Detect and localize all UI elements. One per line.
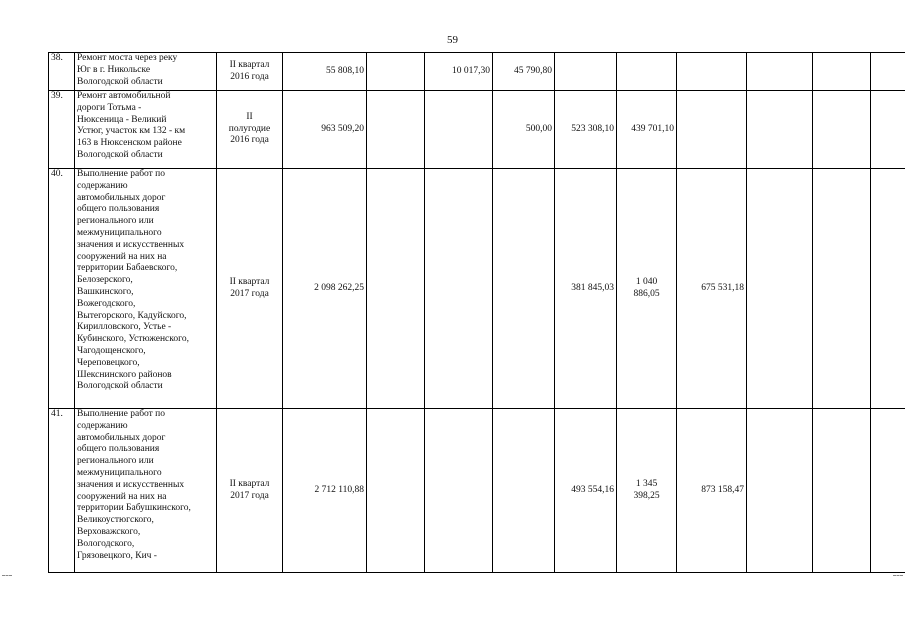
period-text: 2016 года xyxy=(230,135,269,146)
row-number-text: 38. xyxy=(51,53,63,63)
right-edge-mark xyxy=(893,575,903,577)
amount-v5-text: 398,25 xyxy=(633,490,660,501)
work-description-text: значения и искусственных xyxy=(77,479,185,490)
work-description-text: Грязовецкого, Кич - xyxy=(77,550,157,561)
amount-v6-text: 873 158,47 xyxy=(701,484,744,495)
period xyxy=(217,169,283,409)
work-description-text: Чагодощенского, xyxy=(77,345,146,356)
amount-v4 xyxy=(555,91,617,169)
amount-v4-text: 493 554,16 xyxy=(571,484,614,495)
work-description xyxy=(75,91,217,169)
table-row xyxy=(49,169,905,409)
work-description-text: дороги Тотьма - xyxy=(77,102,142,113)
amount-v4-text: 523 308,10 xyxy=(571,123,614,134)
work-description-text: автомобильных дорог xyxy=(77,192,166,203)
amount-v5 xyxy=(617,53,677,91)
amount-v3 xyxy=(493,53,555,91)
amount-v3-text: 45 790,80 xyxy=(514,65,552,76)
total-amount-text: 2 098 262,25 xyxy=(314,282,364,293)
amount-v2-text: 10 017,30 xyxy=(452,65,490,76)
amount-v3 xyxy=(493,91,555,169)
work-description-text: Вологодской области xyxy=(77,76,163,87)
work-description xyxy=(75,409,217,573)
amount-v6 xyxy=(677,53,747,91)
amount-v3 xyxy=(493,169,555,409)
amount-v9 xyxy=(871,53,905,91)
row-number-text: 40. xyxy=(51,169,63,179)
work-description-text: Верховажского, xyxy=(77,526,141,537)
work-description-text: Выполнение работ по xyxy=(77,409,166,419)
period-text: II квартал xyxy=(229,478,270,489)
amount-v5-text: 1 345 xyxy=(635,478,658,489)
left-edge-mark xyxy=(2,575,12,577)
period-text: II квартал xyxy=(229,59,270,70)
amount-v6 xyxy=(677,409,747,573)
amount-v8 xyxy=(813,53,871,91)
work-description-text: Вологодской области xyxy=(77,149,163,160)
work-description-text: сооружений на них на xyxy=(77,251,167,262)
amount-v9 xyxy=(871,169,905,409)
work-description-text: Великоустюгского, xyxy=(77,515,154,526)
work-description-text: значения и искусственных xyxy=(77,239,185,250)
amount-v8 xyxy=(813,169,871,409)
work-description-text: территории Бабушкинского, xyxy=(77,503,191,514)
amount-v8 xyxy=(813,409,871,573)
amount-v5 xyxy=(617,409,677,573)
work-description-text: Ремонт моста через реку xyxy=(77,53,178,63)
period xyxy=(217,53,283,91)
period-text: 2016 года xyxy=(230,71,269,82)
total-amount xyxy=(283,53,367,91)
table-row xyxy=(49,409,905,573)
work-description-text: межмуниципального xyxy=(77,467,162,478)
amount-v6-text: 675 531,18 xyxy=(701,282,744,293)
period xyxy=(217,409,283,573)
amount-v7 xyxy=(747,409,813,573)
amount-v5-text: 1 040 xyxy=(635,276,658,287)
total-amount xyxy=(283,91,367,169)
total-amount-text: 2 712 110,88 xyxy=(314,484,364,495)
period-text: полугодие xyxy=(228,123,271,134)
period-text: II квартал xyxy=(229,276,270,287)
amount-v7 xyxy=(747,91,813,169)
amount-v3-text: 500,00 xyxy=(525,123,552,134)
amount-v5-text: 439 701,10 xyxy=(631,123,674,134)
work-description-text: сооружений на них на xyxy=(77,491,167,502)
work-description-text: Вологодского, xyxy=(77,538,135,549)
work-description-text: 163 в Нюксенском районе xyxy=(77,138,182,149)
amount-v8 xyxy=(813,91,871,169)
amount-v5 xyxy=(617,91,677,169)
total-amount xyxy=(283,409,367,573)
work-description-text: содержанию xyxy=(77,180,128,191)
period-text: 2017 года xyxy=(230,490,269,501)
work-description-text: Череповецкого, xyxy=(77,357,140,368)
work-description-text: Выполнение работ по xyxy=(77,169,166,179)
row-number-text: 39. xyxy=(51,91,63,101)
work-description-text: содержанию xyxy=(77,420,128,431)
amount-v4-text: 381 845,03 xyxy=(571,282,614,293)
work-description-text: территории Бабаевского, xyxy=(77,263,178,274)
row-number-text: 41. xyxy=(51,409,63,419)
amount-v7 xyxy=(747,169,813,409)
amount-v7 xyxy=(747,53,813,91)
table-row xyxy=(49,91,905,169)
work-description-text: Вашкинского, xyxy=(77,286,134,297)
work-description xyxy=(75,169,217,409)
work-description-text: регионального или xyxy=(77,456,154,467)
work-description-text: автомобильных дорог xyxy=(77,432,166,443)
work-description-text: общего пользования xyxy=(77,444,160,455)
work-description-text: Устюг, участок км 132 - км xyxy=(77,126,186,137)
row-number xyxy=(49,53,75,91)
amount-v4 xyxy=(555,169,617,409)
work-description-text: Шекснинского районов xyxy=(77,369,172,380)
work-description-text: Кирилловского, Устье - xyxy=(77,322,172,333)
work-description-text: Нюксеница - Великий xyxy=(77,114,167,125)
period-text: II xyxy=(246,111,253,122)
work-description-text: Вытегорского, Кадуйского, xyxy=(77,310,187,321)
work-description-text: межмуниципального xyxy=(77,227,162,238)
amount-v9 xyxy=(871,409,905,573)
amount-v6 xyxy=(677,91,747,169)
amount-v2 xyxy=(425,91,493,169)
budget-table xyxy=(48,52,905,573)
row-number xyxy=(49,169,75,409)
work-description-text: Вожегодского, xyxy=(77,298,136,309)
work-description-text: регионального или xyxy=(77,216,154,227)
amount-v5 xyxy=(617,169,677,409)
total-amount-text: 55 808,10 xyxy=(326,65,364,76)
amount-v6 xyxy=(677,169,747,409)
amount-v3 xyxy=(493,409,555,573)
work-description-text: Ремонт автомобильной xyxy=(77,91,171,101)
period xyxy=(217,91,283,169)
table-row xyxy=(49,53,905,91)
amount-v9 xyxy=(871,91,905,169)
amount-v2 xyxy=(425,53,493,91)
period-text: 2017 года xyxy=(230,288,269,299)
total-amount-text: 963 509,20 xyxy=(321,123,364,134)
amount-v5-text: 886,05 xyxy=(633,288,660,299)
row-number xyxy=(49,409,75,573)
amount-v2 xyxy=(425,409,493,573)
amount-v2 xyxy=(425,169,493,409)
page-number: 59 xyxy=(447,34,458,46)
total-amount xyxy=(283,169,367,409)
amount-v1 xyxy=(367,91,425,169)
amount-v4 xyxy=(555,409,617,573)
row-number xyxy=(49,91,75,169)
amount-v1 xyxy=(367,409,425,573)
work-description-text: Вологодской области xyxy=(77,381,163,392)
amount-v4 xyxy=(555,53,617,91)
work-description-text: общего пользования xyxy=(77,204,160,215)
work-description-text: Юг в г. Никольске xyxy=(77,64,151,75)
work-description xyxy=(75,53,217,91)
amount-v1 xyxy=(367,53,425,91)
work-description-text: Кубинского, Устюженского, xyxy=(77,334,189,345)
work-description-text: Белозерского, xyxy=(77,275,133,286)
amount-v1 xyxy=(367,169,425,409)
